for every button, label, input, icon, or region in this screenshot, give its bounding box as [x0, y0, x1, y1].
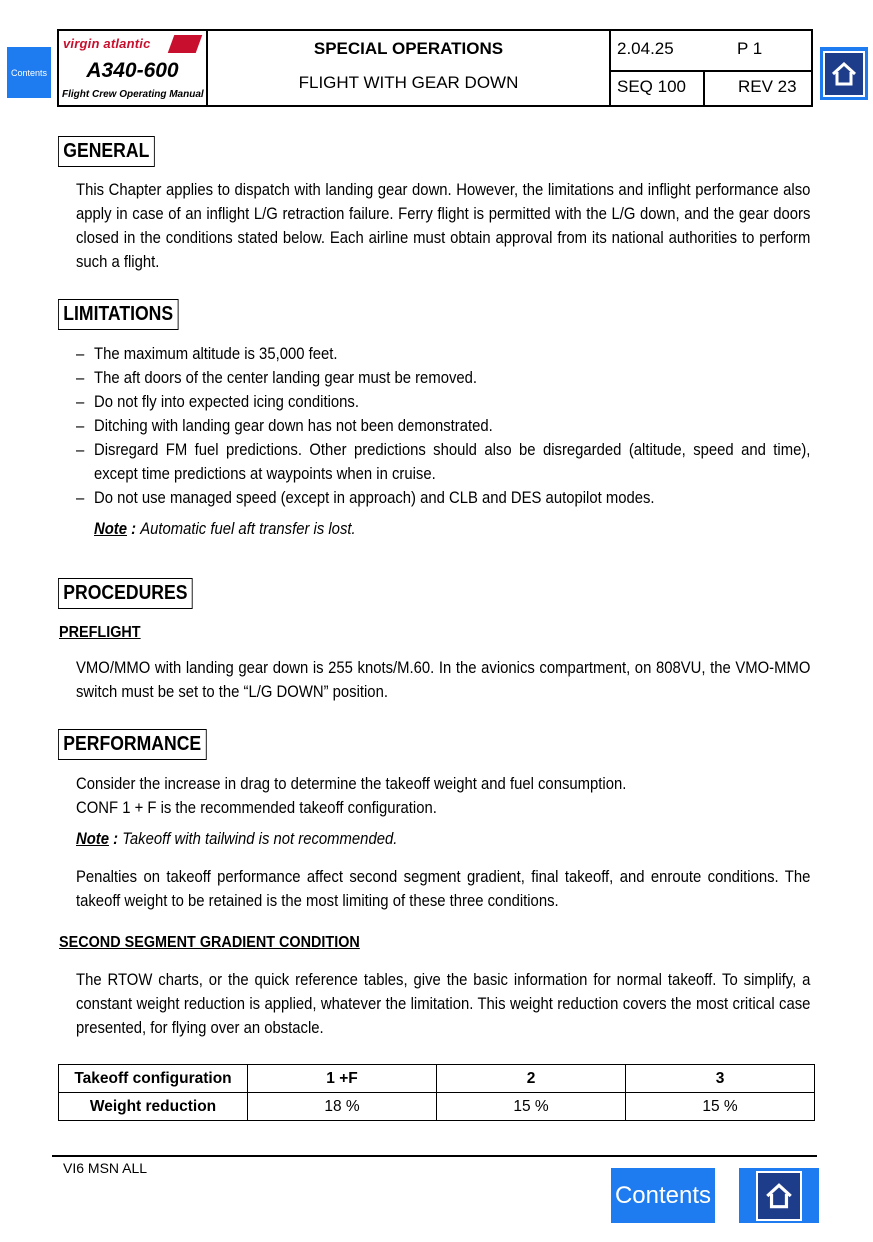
list-item: – The maximum altitude is 35,000 feet. — [76, 342, 810, 366]
subheading-second-segment: SECOND SEGMENT GRADIENT CONDITION — [59, 934, 360, 951]
logo-block — [59, 31, 208, 105]
table-row — [59, 1093, 815, 1121]
table-cell: 3 — [626, 1065, 815, 1093]
brand-flag-icon — [168, 35, 203, 53]
general-text — [76, 178, 810, 274]
table-row — [59, 1065, 815, 1093]
note-label: Note — [94, 520, 128, 538]
table-cell: Takeoff configuration — [59, 1065, 248, 1093]
contents-button[interactable] — [611, 1168, 715, 1223]
section-title-performance: PERFORMANCE — [58, 729, 206, 760]
section-title-general: GENERAL — [58, 136, 155, 167]
table-cell: Weight reduction — [59, 1093, 248, 1121]
table-cell: 18 % — [248, 1093, 437, 1121]
divider — [611, 70, 813, 72]
footer-effectivity: VI6 MSN ALL — [63, 1160, 148, 1176]
paragraph: Consider the increase in drag to determine the takeoff weight and fuel consumption. — [76, 775, 627, 793]
page-number: P 1 — [737, 39, 763, 58]
divider — [703, 71, 705, 105]
paragraph: Penalties on takeoff performance affect second segment gradient, final takeoff, and enroute conditions. The takeoff weight to be retained is the most limiting of these three conditions. — [76, 868, 811, 910]
brand-logo-text: virgin atlantic — [63, 36, 151, 51]
contents-button-small[interactable] — [7, 47, 51, 98]
table-cell: 15 % — [626, 1093, 815, 1121]
table-cell: 15 % — [437, 1093, 626, 1121]
section-title-limitations: LIMITATIONS — [58, 299, 178, 330]
note-separator: : — [127, 520, 141, 538]
manual-name: Flight Crew Operating Manual — [62, 89, 204, 100]
home-icon — [823, 51, 865, 97]
performance-text — [76, 772, 810, 820]
section-title-procedures: PROCEDURES — [58, 578, 193, 609]
table-cell: 2 — [437, 1065, 626, 1093]
table-cell: 1 +F — [248, 1065, 437, 1093]
aircraft-model: A340-600 — [86, 59, 179, 82]
contents-label: Contents — [10, 67, 48, 78]
list-item: – The aft doors of the center landing gear must be removed. — [76, 366, 810, 390]
note-text: Automatic fuel aft transfer is lost. — [140, 520, 356, 538]
paragraph: The RTOW charts, or the quick reference tables, give the basic information for normal takeoff. To simplify, a constant weight reduction is applied, whatever the limitation. This weight reduction covers the most critical case presented, for flying over an obstacle. — [76, 971, 811, 1037]
performance-note — [76, 830, 397, 849]
list-item: – Disregard FM fuel predictions. Other predictions should also be disregarded (altitude, speed and time), except time predictions at waypoints when in cruise. — [76, 438, 810, 486]
weight-reduction-table — [58, 1064, 815, 1121]
contents-label: Contents — [614, 1181, 712, 1209]
page-header — [57, 29, 813, 107]
paragraph: CONF 1 + F is the recommended takeoff configuration. — [76, 799, 437, 817]
seq-number: SEQ 100 — [617, 77, 686, 96]
note-text: Takeoff with tailwind is not recommended. — [122, 830, 398, 848]
footer-divider — [52, 1155, 817, 1157]
home-button-bottom[interactable] — [739, 1168, 819, 1223]
list-item: – Ditching with landing gear down has not been demonstrated. — [76, 414, 810, 438]
limitations-list — [76, 342, 810, 510]
list-item: – Do not fly into expected icing conditions. — [76, 390, 810, 414]
limitations-note — [94, 520, 356, 539]
preflight-text — [76, 656, 810, 704]
subheading-preflight: PREFLIGHT — [59, 624, 141, 641]
reference-block — [609, 31, 813, 105]
chapter-title: SPECIAL OPERATIONS — [313, 39, 504, 58]
section-ref: 2.04.25 — [617, 39, 674, 58]
paragraph: This Chapter applies to dispatch with landing gear down. However, the limitations and inflight performance also apply in case of an inflight L/G retraction failure. Ferry flight is permitted with the L/G down, and the gear doors closed in the conditions stated below. Each airline must obtain approval from its national authorities to perform such a flight. — [76, 181, 811, 271]
home-icon — [756, 1171, 802, 1221]
note-label: Note — [76, 830, 110, 848]
note-separator: : — [109, 830, 123, 848]
list-item: – Do not use managed speed (except in approach) and CLB and DES autopilot modes. — [76, 486, 810, 510]
title-block — [208, 31, 609, 105]
penalties-text — [76, 865, 810, 913]
rev-number: REV 23 — [738, 77, 797, 96]
home-button-top[interactable] — [820, 47, 868, 100]
paragraph: VMO/MMO with landing gear down is 255 knots/M.60. In the avionics compartment, on 808VU, the VMO-MMO switch must be set to the “L/G DOWN” position. — [76, 659, 811, 701]
chapter-subtitle: FLIGHT WITH GEAR DOWN — [298, 73, 519, 92]
second-segment-text — [76, 968, 810, 1040]
